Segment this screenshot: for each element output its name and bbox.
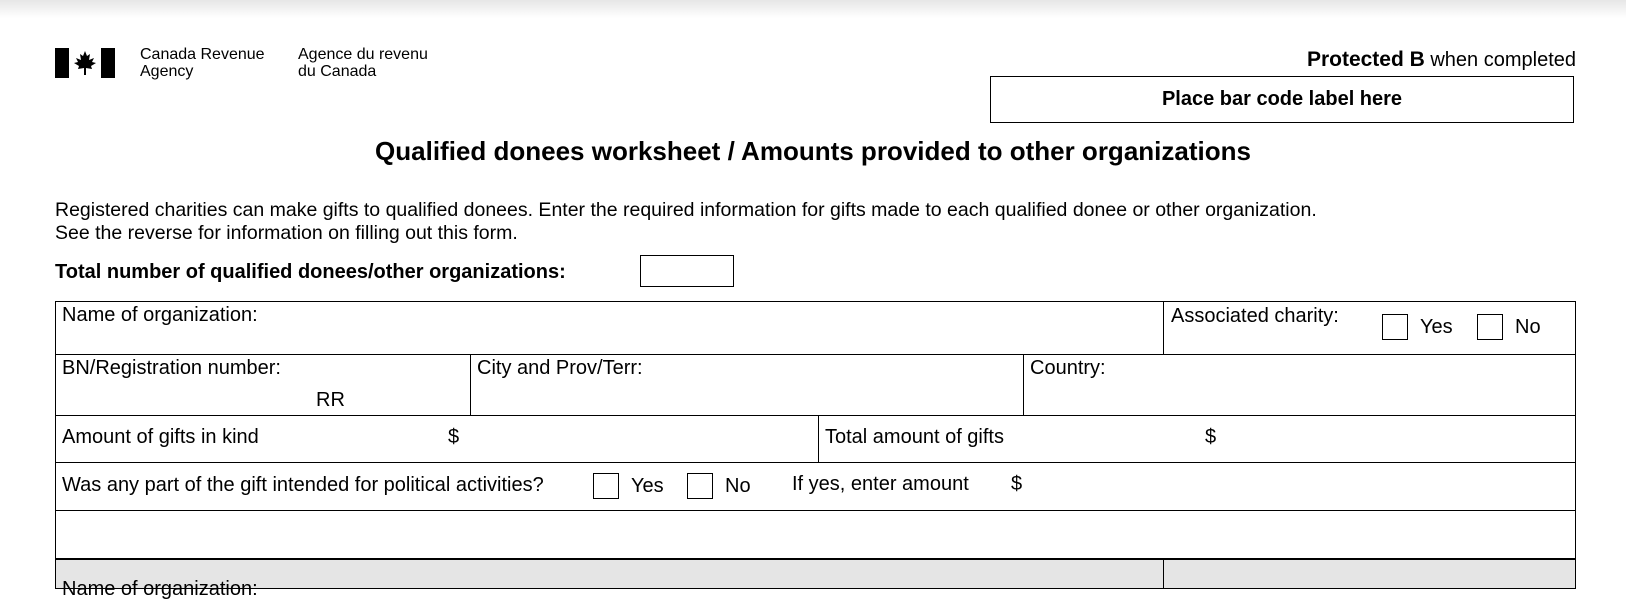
associated-cell (1163, 302, 1575, 354)
city-cell[interactable] (470, 355, 1023, 415)
political-yes-checkbox[interactable] (593, 473, 619, 499)
agency-fr-line2: du Canada (298, 63, 377, 80)
country-label: Country: (1030, 357, 1106, 379)
barcode-label-text: Place bar code label here (1161, 88, 1403, 110)
intro-text (55, 199, 1317, 245)
intro-line2: See the reverse for information on filling out this form. (55, 222, 518, 244)
donee-form-table (55, 301, 1576, 559)
total-donees-label: Total number of qualified donees/other organizations: (55, 261, 566, 283)
blank-row[interactable] (55, 510, 1576, 559)
bn-label: BN/Registration number: (62, 357, 281, 379)
political-amount-label: If yes, enter amount (792, 473, 969, 495)
bn-cell[interactable] (56, 355, 470, 415)
political-no-label: No (725, 475, 751, 497)
political-amount-dollar: $ (1011, 473, 1023, 495)
agency-name-english (140, 46, 265, 80)
political-label: Was any part of the gift intended for political activities? (62, 474, 544, 496)
intro-line1: Registered charities can make gifts to qualified donees. Enter the required information for gifts made to each qualified donee or other organization. (55, 199, 1317, 221)
associated-no-label: No (1515, 316, 1541, 338)
total-donees-input[interactable] (640, 255, 734, 287)
total-gifts-cell[interactable] (818, 416, 1575, 462)
registration-row (55, 354, 1576, 415)
name-label: Name of organization: (62, 304, 258, 326)
next-entry-row (55, 559, 1576, 600)
political-yes-label: Yes (631, 475, 664, 497)
name-row (55, 301, 1576, 354)
total-gifts-dollar: $ (1205, 426, 1217, 448)
protected-suffix: when completed (1424, 49, 1576, 71)
protected-notice (1307, 48, 1576, 72)
political-row (55, 462, 1576, 510)
barcode-label-box (990, 76, 1574, 123)
gifts-in-kind-cell[interactable] (56, 416, 818, 462)
agency-name-french (298, 46, 428, 80)
associated-yes-label: Yes (1420, 316, 1453, 338)
city-label: City and Prov/Terr: (477, 357, 643, 379)
associated-no-checkbox[interactable] (1477, 314, 1503, 340)
next-entry-divider (1163, 560, 1164, 588)
associated-yes-checkbox[interactable] (1382, 314, 1408, 340)
agency-en-line1: Canada Revenue (140, 46, 265, 63)
country-cell[interactable] (1023, 355, 1575, 415)
agency-en-line2: Agency (140, 63, 194, 80)
total-gifts-label: Total amount of gifts (825, 426, 1004, 448)
gifts-in-kind-label: Amount of gifts in kind (62, 426, 259, 448)
amounts-row (55, 415, 1576, 462)
page-title: Qualified donees worksheet / Amounts provided to other organizations (375, 136, 1251, 166)
protected-level: Protected B (1306, 48, 1425, 71)
gifts-in-kind-dollar: $ (448, 426, 460, 448)
agency-fr-line1: Agence du revenu (298, 46, 428, 63)
next-entry-name-label: Name of organization: (62, 578, 258, 600)
political-no-checkbox[interactable] (687, 473, 713, 499)
canada-flag-icon (55, 48, 115, 78)
rr-suffix: RR (316, 389, 345, 411)
name-cell[interactable] (56, 302, 1163, 354)
associated-label: Associated charity: (1171, 305, 1339, 327)
